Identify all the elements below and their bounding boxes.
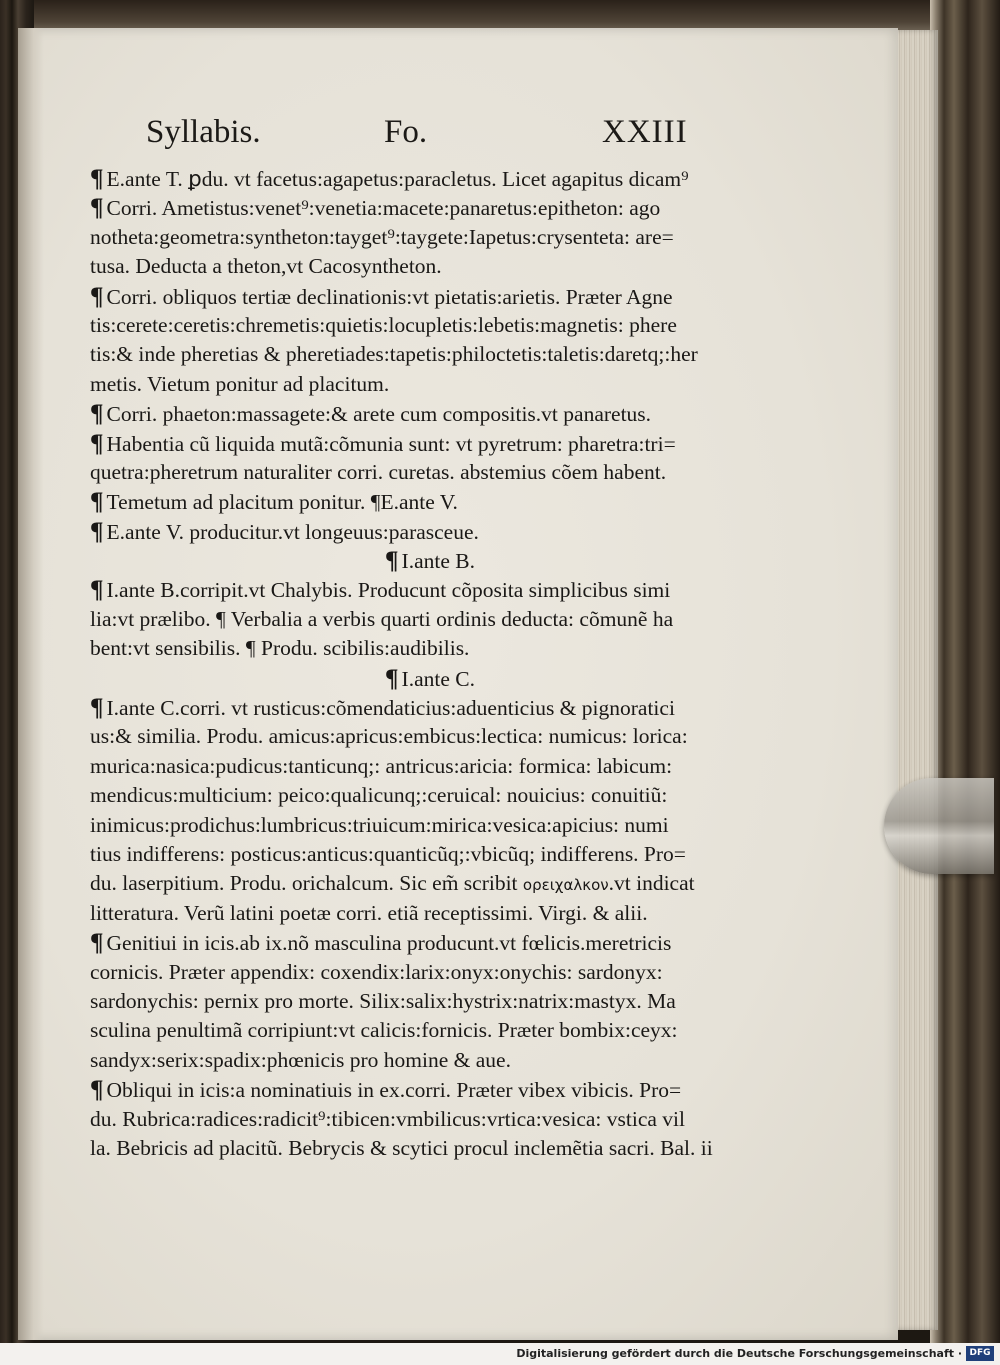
line-text: Corri. phaeton:massagete:& arete cum compositis.vt panaretus.: [106, 402, 652, 427]
line-text: Genitiui in icis.ab ix.nõ masculina producunt.vt fœlicis.meretricis: [106, 931, 672, 956]
line-text: litteratura. Verũ latini poetæ corri. etiã receptissimi. Virgi. & alii.: [90, 900, 648, 925]
line-text: du. laserpitium. Produ. orichalcum. Sic em̃ scribit: [90, 871, 518, 896]
line-text: mendicus:multicium: peico:qualicunq;:ceruical: nouicius: conuitiũ:: [90, 783, 668, 808]
line-text: notheta:geometra:syntheton:tayget⁹:taygete:Iapetus:crysenteta: are=: [90, 224, 674, 249]
line-text: cornicis. Præter appendix: coxendix:larix:onyx:onychis: sardonyx:: [90, 959, 663, 984]
line-text: sculina penultimã corripiunt:vt calicis:fornicis. Præter bombix:ceyx:: [90, 1018, 678, 1043]
line-text: sardonychis: pernix pro morte. Silix:salix:hystrix:natrix:mastyx. Ma: [90, 988, 676, 1013]
text-line: [90, 899, 770, 928]
line-text: tius indifferens: posticus:anticus:quanticũq;:vbicũq; indifferens. Pro=: [90, 841, 686, 866]
pilcrow-mark: ¶: [90, 576, 104, 604]
running-head-folio: Fo.: [384, 114, 428, 150]
text-line: [90, 1016, 770, 1045]
page-gutter: [18, 28, 44, 1340]
text-line: [90, 252, 770, 281]
text-line: [90, 1105, 770, 1134]
text-line: [90, 1134, 770, 1163]
line-text: la. Bebricis ad placitũ. Bebrycis & scytici procul inclemẽtia sacri. Bal. ii: [90, 1135, 713, 1160]
line-text-after: .vt indicat: [608, 871, 695, 896]
text-line: [90, 311, 770, 340]
text-line: [90, 752, 770, 781]
text-line: [90, 605, 770, 634]
line-text: E.ante T. ꝑdu. vt facetus:agapetus:paracletus. Licet agapitus dicam⁹: [106, 167, 689, 191]
text-line: [90, 517, 770, 546]
text-line: [90, 429, 770, 458]
pilcrow-mark: ¶: [90, 929, 104, 957]
text-line: [90, 987, 770, 1016]
pilcrow-mark: ¶: [90, 165, 104, 192]
text-line: [90, 722, 770, 751]
line-text: tis:& inde pheretias & pheretiades:tapetis:philoctetis:taletis:daretq;:her: [90, 342, 698, 367]
text-line: [90, 781, 770, 810]
line-text: metis. Vietum ponitur ad placitum.: [90, 371, 390, 396]
text-line: [90, 811, 770, 840]
line-text: lia:vt prælibo. ¶ Verbalia a verbis quarti ordinis deducta: cõmunẽ ha: [90, 606, 674, 631]
pilcrow-mark: ¶: [90, 488, 104, 516]
pilcrow-mark: ¶: [90, 282, 104, 310]
running-head-left: Syllabis.: [146, 114, 261, 150]
text-line: [90, 193, 770, 222]
greek-word: ορειχαλκον: [522, 876, 609, 895]
line-text: Habentia cũ liquida mutã:cõmunia sunt: vt pyretrum: pharetra:tri=: [106, 431, 676, 456]
text-line: [90, 164, 770, 193]
line-text: Obliqui in icis:a nominatiuis in ex.corri. Præter vibex vibicis. Pro=: [106, 1078, 682, 1103]
text-line: [90, 399, 770, 428]
line-text: sandyx:serix:spadix:phœnicis pro homine & aue.: [90, 1047, 511, 1072]
text-line: [90, 487, 770, 516]
line-text: us:& similia. Produ. amicus:apricus:embicus:lectica: numicus: lorica:: [90, 724, 688, 749]
line-text: inimicus:prodichus:lumbricus:triuicum:mirica:vesica:apicius: numi: [90, 812, 669, 837]
text-line: [90, 958, 770, 987]
running-head-number: XXIII: [602, 114, 688, 150]
line-text: Temetum ad placitum ponitur. ¶E.ante V.: [106, 490, 458, 515]
right-board: [930, 0, 1000, 1343]
pilcrow-mark: ¶: [90, 517, 104, 545]
text-line: [90, 546, 770, 575]
line-text: du. Rubrica:radices:radicit⁹:tibicen:vmbilicus:vrtica:vesica: vstica vil: [90, 1106, 685, 1131]
text-line: [90, 282, 770, 311]
footer-bar: [0, 1343, 1000, 1365]
pilcrow-mark: ¶: [90, 194, 104, 222]
line-text: I.ante C.corri. vt rusticus:cõmendaticius:aduenticius & pignoratici: [106, 696, 675, 721]
pilcrow-mark: ¶: [90, 694, 104, 722]
pilcrow-mark: ¶: [385, 664, 399, 692]
line-text: bent:vt sensibilis. ¶ Produ. scibilis:audibilis.: [90, 636, 470, 661]
pilcrow-mark: ¶: [90, 1076, 104, 1104]
line-text: E.ante V. producitur.vt longeuus:parasceue.: [106, 519, 479, 544]
pilcrow-mark: ¶: [385, 547, 399, 575]
line-text: Corri. obliquos tertiæ declinationis:vt pietatis:arietis. Præter Agne: [106, 284, 673, 309]
line-text: I.ante C.: [401, 666, 475, 691]
text-block: [90, 164, 770, 1163]
line-text: I.ante B.corripit.vt Chalybis. Producunt cõposita simplicibus simi: [106, 578, 671, 603]
line-text: murica:nasica:pudicus:tanticunq;: antricus:aricia: formica: labicum:: [90, 753, 673, 778]
text-line: [90, 869, 770, 898]
line-text: tis:cerete:ceretis:chremetis:quietis:locupletis:lebetis:magnetis: phere: [90, 312, 677, 337]
text-line: [90, 1046, 770, 1075]
text-line: [90, 840, 770, 869]
text-line: [90, 370, 770, 399]
text-line: [90, 634, 770, 663]
pilcrow-mark: ¶: [90, 400, 104, 428]
text-line: [90, 340, 770, 369]
line-text: tusa. Deducta a theton,vt Cacosyntheton.: [90, 254, 442, 279]
text-line: [90, 575, 770, 604]
footer-credit: Digitalisierung gefördert durch die Deutsche Forschungsgemeinschaft ·: [516, 1347, 962, 1360]
line-text: Corri. Ametistus:venet⁹:venetia:macete:panaretus:epitheton: ago: [106, 196, 661, 221]
dfg-logo: DFG: [966, 1346, 994, 1361]
line-text: quetra:pheretrum naturaliter corri. curetas. abstemius cõem habent.: [90, 459, 667, 484]
text-line: [90, 664, 770, 693]
text-line: [90, 693, 770, 722]
metal-clasp: [884, 778, 994, 874]
pilcrow-mark: ¶: [90, 429, 104, 457]
line-text: I.ante B.: [401, 549, 475, 574]
text-line: [90, 928, 770, 957]
text-line: [90, 458, 770, 487]
text-line: [90, 1075, 770, 1104]
text-line: [90, 223, 770, 252]
